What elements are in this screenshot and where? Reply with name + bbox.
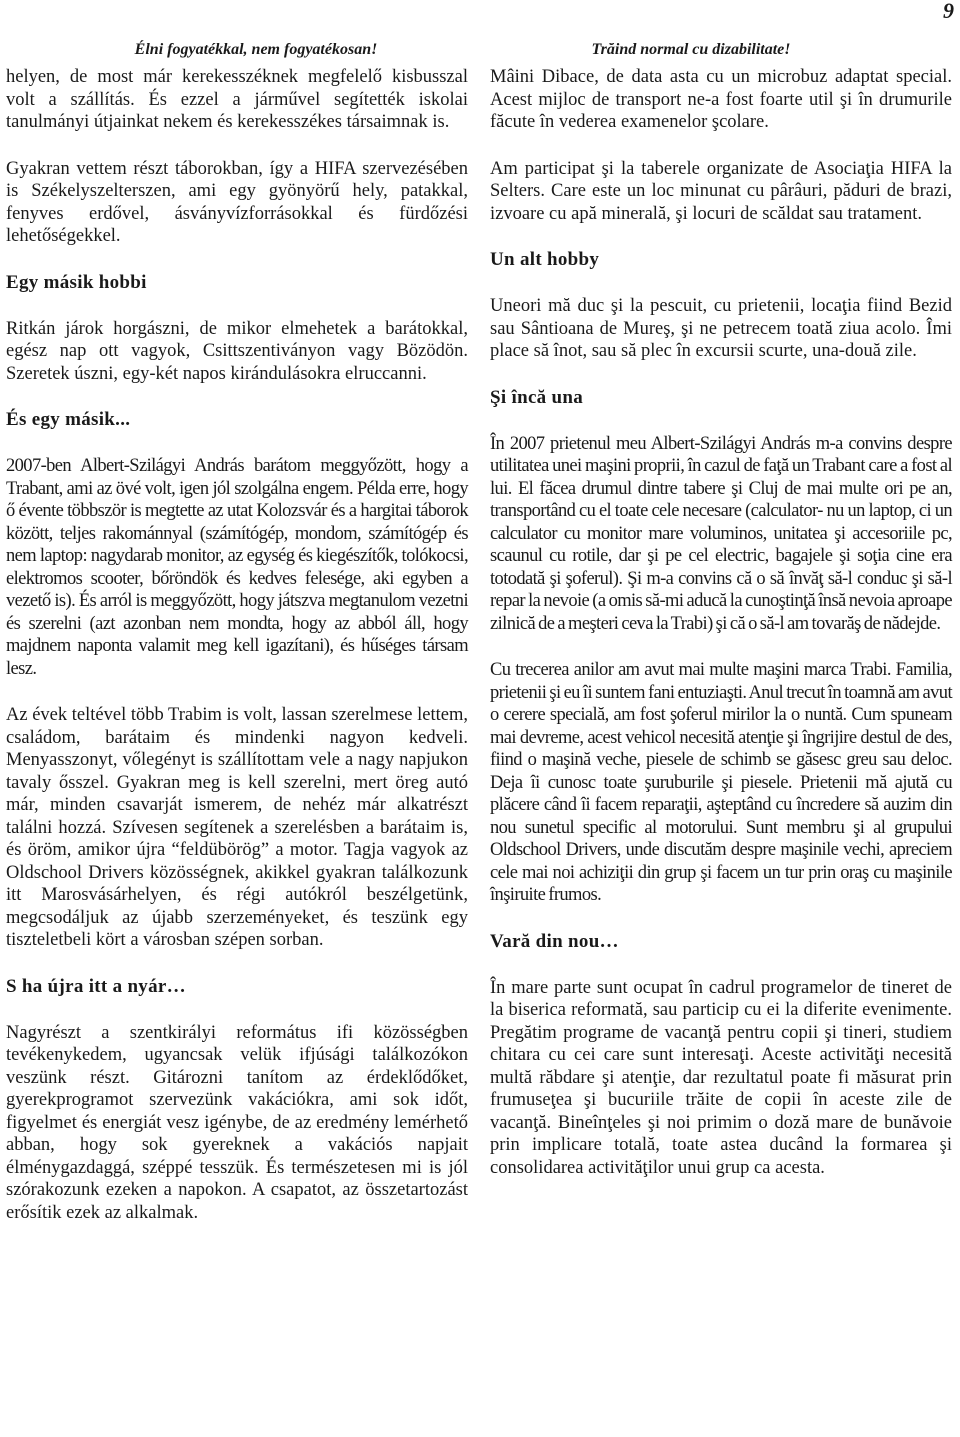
page-number: 9 — [943, 0, 954, 23]
paragraph-hobby: Uneori mă duc şi la pescuit, cu prietenii, locaţia fiind Bezid sau Sântioana de Mureş, şi ne petrecem toată ziua acolo. Îmi place să înot, sau să plec în excursii scurte, una-două zile. — [490, 296, 952, 361]
heading-and-another: Şi încă una — [490, 386, 584, 408]
heading-another-hobby: Un alt hobby — [490, 249, 600, 270]
heading-summer: S ha újra itt a nyár… — [6, 975, 186, 997]
hungarian-column — [6, 0, 468, 1224]
paragraph-summer: În mare parte sunt ocupat în cadrul programelor de tineret de la biserica reformată, sau particip cu ei la diferite evenimente. Pregătim programe de vacanţă pentru copii şi tineri, studiem chitara cu cei care sunt interesaţi. Aceste activităţi necesită multă răbdare şi atenţie, dar rezultatul poate fi măsurat prin frumuseţea şi bucuriile trăite de copii în aceste zile de vacanţă. Bineînţeles şi noi primim o doză mare de bunăvoie prin implicare totală, toate astea ducând la formarea şi consolidarea activităţilor unui grup ca acesta. — [490, 977, 952, 1178]
romanian-column — [490, 0, 952, 1179]
heading-another-hobby: Egy másik hobbi — [6, 271, 147, 293]
heading-and-another: És egy másik... — [6, 409, 131, 430]
paragraph-years: Cu trecerea anilor am avut mai multe maşini marca Trabi. Familia, prietenii şi eu îi suntem fani entuziaşti. Anul trecut în toamnă am avut o cerere specială, am fost şoferul mirilor la o nuntă. Cum spuneam mai devreme, acest vehicol necesită atenţie şi îngrijire destul de des, fiind o maşină veche, piesele de schimb se găsesc greu sau deloc. Deja îi cunosc toate şuruburile şi piesele. Prietenii mă ajută cu plăcere când îi facem reparaţii, aşteptând cu încredere să auzim din nou sunetul specific al motorului. Sunt membru şi al grupului Oldschool Drivers, unde discutăm despre maşinile vechi, apreciem cele mai noi achiziţii din grup şi facem un tur prin oraş cu maşinile înşiruite frumos. — [490, 660, 952, 905]
paragraph-camps: Am participat şi la taberele organizate de Asociaţia HIFA la Selters. Care este un loc minunat cu pârâuri, păduri de brazi, izvoare cu apă minerală, şi locuri de scăldat sau tratament. — [490, 158, 952, 224]
paragraph-years: Az évek teltével több Trabim is volt, lassan szerelmese lettem, családom, barátaim és mindenki nagyon kedveli. Menyasszonyt, vőlegényt is szállítottam vele a nagy napjukon tavaly ősszel. Gyakran meg is kell szerelni, mert öreg autó már, minden csavarját ismerem, de nehéz már alkatrészt találni hozzá. Szívesen segítenek a szerelésben a barátaim is, és öröm, amikor újra “feldübörög” a motor. Tagja vagyok az Oldschool Drivers közösségnek, akikkel gyakran találkozunk itt Marosvásárhelyen, és régi autókról beszélgetünk, megcsodáljuk az újabb szerzeményeket, és teszünk egy tiszteletbeli kört a városban szépen sorban. — [6, 705, 468, 950]
paragraph-camps: Gyakran vettem részt táborokban, így a HIFA szervezésében is Székelyszelterszen, ami egy gyönyörű hely, patakkal, fenyves erdővel, ásványvízforrásokkal és fürdőzési lehetőségekkel. — [6, 158, 468, 246]
paragraph-hobby: Ritkán járok horgászni, de mikor elmehetek a barátokkal, egész nap ott vagyok, Csittszentiványon vagy Bözödön. Szeretek úszni, egy-két napos kirándulásokra elruccanni. — [6, 318, 468, 384]
paragraph-intro: Mâini Dibace, de data asta cu un microbuz adaptat special. Acest mijloc de transport ne-a fost foarte util şi în drumurile făcute în vederea examenelor şcolare. — [490, 67, 952, 132]
running-head-hungarian: Élni fogyatékkal, nem fogyatékosan! — [134, 41, 378, 58]
paragraph-intro: helyen, de most már kerekesszéknek megfelelő kisbusszal volt a szállítás. És ezzel a járművel segítették iskolai tanulmányi útjainkat nekem és kerekesszékes társaimnak is. — [6, 67, 468, 132]
heading-summer: Vară din nou… — [490, 930, 619, 952]
running-head-romanian: Trăind normal cu dizabilitate! — [591, 41, 791, 58]
paragraph-trabant: 2007-ben Albert-Szilágyi András barátom meggyőzött, hogy a Trabant, ami az övé volt, igen jól szolgálna engem. Példa erre, hogy ő évente többször is megtette az utat Kolozsvár és a hargitai táborok között, teljes rakománnyal (számítógép, mondom, számítógép és nem laptop: nagydarab monitor, az egység és kiegészítők, tolókocsi, elektromos scooter, bőröndök és kedves felesége, aki egyben a vezető is). És arról is meggyőzött, hogy játszva megtanulom vezetni és szerelni (azt azonban nem mondta, hogy az abból áll, hogy majdnem naponta valamit meg kell igazítani), és hűséges társam lesz. — [6, 456, 468, 679]
paragraph-trabant: În 2007 prietenul meu Albert-Szilágyi András m-a convins despre utilitatea unei maşini proprii, în cazul de faţă un Trabant care a fost al lui. El făcea drumul dintre tabere şi Cluj de mai multe ori pe an, transportând cu el toate cele necesare (calculator- nu un laptop, ci un calculator cu monitor mare voluminos, unitatea şi accesoriile pc, scaunul cu rotile, dar şi pe cel electric, bagajele şi soţia cine era totodată şi şoferul). Şi m-a convins că o să învăţ să-l conduc şi să-l repar la nevoie (a omis să-mi aducă la cunoştinţă însă nevoia aproape zilnică de a meşteri ceva la Trabi) şi că o să-l am tovarăş de nădejde. — [490, 433, 952, 634]
paragraph-summer: Nagyrészt a szentkirályi református ifi közösségben tevékenykedem, ugyancsak velük ifjúsági találkozókon veszünk részt. Gitározni tanítom az érdeklődőket, gyerekprogramot szervezünk vakációkra, ami sok időt, figyelmet és energiát vesz igénybe, de az eredmény lemérhető abban, hogy sok gyereknek a vakációs napjait élménygazdaggá, széppé tesszük. És természetesen mi is jól szórakozunk ezeken a napokon. A csapatot, az összetartozást erősítik ezek az alkalmak. — [6, 1022, 468, 1223]
